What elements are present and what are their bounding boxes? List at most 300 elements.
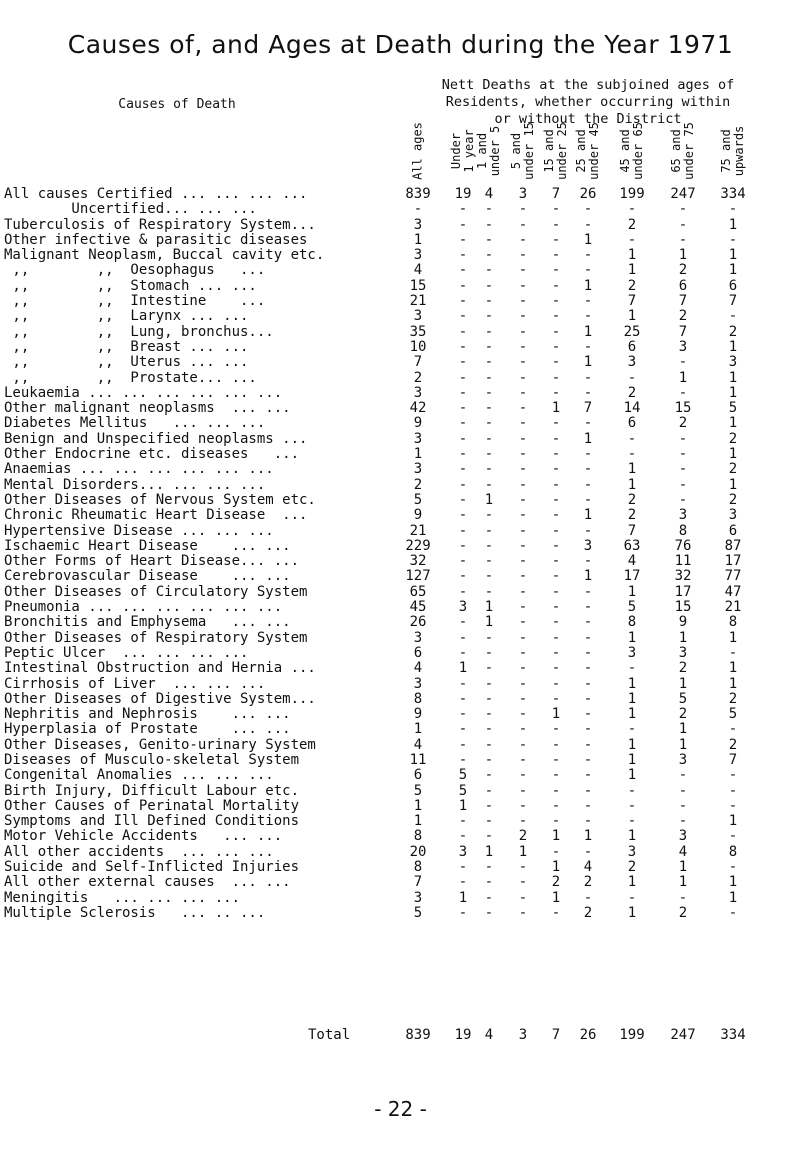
death-count-cell: - — [551, 614, 561, 631]
cause-label: Chronic Rheumatic Heart Disease ... — [4, 507, 308, 524]
death-count-cell: - — [551, 736, 561, 753]
death-count-cell: 11 — [409, 751, 427, 768]
death-count-cell: - — [583, 476, 593, 493]
death-count-cell: - — [627, 782, 637, 799]
death-count-cell: - — [458, 706, 468, 723]
death-count-cell: 1 — [678, 859, 688, 876]
death-count-cell: - — [458, 675, 468, 692]
death-count-cell: - — [484, 277, 494, 294]
death-count-cell: 4 — [678, 843, 688, 860]
cause-label: Cirrhosis of Liver ... ... ... — [4, 675, 266, 692]
death-count-cell: 1 — [678, 247, 688, 264]
death-count-cell: 3 — [413, 308, 423, 325]
death-count-cell: - — [518, 599, 528, 616]
death-count-cell: 3 — [678, 828, 688, 845]
death-count-cell: - — [678, 354, 688, 371]
death-count-cell: - — [583, 767, 593, 784]
death-count-cell: - — [678, 889, 688, 906]
death-count-cell: - — [458, 644, 468, 661]
death-count-cell: 1 — [551, 889, 561, 906]
death-count-cell: 35 — [409, 323, 427, 340]
cause-label: Other Forms of Heart Disease... ... — [4, 553, 300, 570]
cause-label: Other Diseases of Digestive System... — [4, 690, 316, 707]
death-count-cell: - — [583, 293, 593, 310]
death-count-cell: 1 — [678, 629, 688, 646]
death-count-cell: - — [728, 797, 738, 814]
death-count-cell: - — [583, 629, 593, 646]
death-count-cell: - — [583, 216, 593, 233]
death-count-cell: 3 — [583, 537, 593, 554]
death-count-cell: 2 — [728, 461, 738, 478]
death-count-cell: - — [551, 308, 561, 325]
death-count-cell: - — [551, 354, 561, 371]
death-count-cell: - — [458, 384, 468, 401]
death-count-cell: 1 — [627, 767, 637, 784]
cause-label: Pneumonia ... ... ... ... ... ... — [4, 599, 283, 616]
nett-heading-line-1: Nett Deaths at the subjoined ages of — [441, 77, 735, 93]
death-count-cell: - — [484, 767, 494, 784]
cause-label: Anaemias ... ... ... ... ... ... — [4, 461, 274, 478]
column-header — [510, 118, 536, 184]
death-count-cell: - — [484, 629, 494, 646]
death-count-cell: - — [484, 507, 494, 524]
death-count-cell: 5 — [413, 904, 423, 921]
death-count-cell: - — [458, 369, 468, 386]
total-cell: 4 — [484, 1027, 494, 1043]
death-count-cell: 334 — [720, 186, 746, 202]
death-count-cell: 1 — [627, 675, 637, 692]
death-count-cell: 1 — [413, 721, 423, 738]
death-count-cell: - — [484, 338, 494, 355]
death-count-cell: - — [551, 507, 561, 524]
death-count-cell: 3 — [728, 354, 738, 371]
death-count-cell: - — [728, 231, 738, 248]
death-count-cell: - — [583, 843, 593, 860]
death-count-cell: 1 — [583, 231, 593, 248]
death-count-cell: - — [583, 690, 593, 707]
death-count-cell: 7 — [583, 400, 593, 417]
death-count-cell: - — [518, 354, 528, 371]
death-count-cell: 76 — [674, 537, 692, 554]
death-count-cell: - — [518, 644, 528, 661]
death-count-cell: 8 — [678, 522, 688, 539]
death-count-cell: 1 — [728, 369, 738, 386]
death-count-cell: 7 — [627, 522, 637, 539]
death-count-cell: 1 — [728, 874, 738, 891]
death-count-cell: - — [583, 262, 593, 279]
death-count-cell: 2 — [678, 308, 688, 325]
death-count-cell: - — [551, 415, 561, 432]
death-count-cell: 8 — [413, 859, 423, 876]
death-count-cell: 1 — [551, 828, 561, 845]
table-row — [0, 569, 801, 584]
table-row — [0, 386, 801, 401]
death-count-cell: 26 — [579, 186, 597, 202]
death-count-cell: - — [518, 369, 528, 386]
death-count-cell: - — [518, 507, 528, 524]
column-header-label: 75 and upwards — [719, 125, 746, 177]
death-count-cell: 1 — [627, 751, 637, 768]
death-count-cell: - — [484, 553, 494, 570]
death-count-cell: - — [518, 323, 528, 340]
death-count-cell: - — [678, 767, 688, 784]
death-count-cell: 47 — [724, 583, 742, 600]
death-count-cell: - — [583, 675, 593, 692]
death-count-cell: - — [551, 599, 561, 616]
death-count-cell: - — [518, 384, 528, 401]
death-count-cell: - — [551, 216, 561, 233]
death-count-cell: 42 — [409, 400, 427, 417]
death-count-cell: 3 — [413, 675, 423, 692]
cause-label: Motor Vehicle Accidents ... ... — [4, 828, 283, 845]
death-count-cell: 9 — [413, 507, 423, 524]
column-header-label: 15 and under 25 — [542, 122, 569, 180]
death-count-cell: - — [458, 507, 468, 524]
death-count-cell: 1 — [678, 369, 688, 386]
death-count-cell: - — [551, 247, 561, 264]
table-row — [0, 187, 801, 202]
column-header-label: 5 and under 15 — [509, 122, 536, 180]
death-count-cell: 2 — [728, 323, 738, 340]
column-header — [543, 118, 569, 184]
death-count-cell: 2 — [728, 736, 738, 753]
death-count-cell: - — [484, 415, 494, 432]
death-count-cell: 1 — [413, 797, 423, 814]
death-count-cell: - — [484, 247, 494, 264]
death-count-cell: - — [484, 675, 494, 692]
table-row — [0, 554, 801, 569]
death-count-cell: - — [484, 706, 494, 723]
death-count-cell: - — [518, 813, 528, 830]
death-count-cell: - — [518, 461, 528, 478]
table-row — [0, 340, 801, 355]
table-row — [0, 845, 801, 860]
death-count-cell: - — [728, 308, 738, 325]
cause-label: Hypertensive Disease ... ... ... — [4, 522, 274, 539]
death-count-cell: 6 — [728, 522, 738, 539]
death-count-cell: 1 — [627, 874, 637, 891]
death-count-cell: - — [518, 614, 528, 631]
death-count-cell: - — [627, 797, 637, 814]
death-count-cell: 839 — [405, 186, 431, 202]
cause-label: Other Endocrine etc. diseases ... — [4, 446, 300, 463]
nett-heading-line-2: Residents, whether occurring within — [445, 94, 731, 110]
death-count-cell: 1 — [678, 721, 688, 738]
death-count-cell: - — [484, 568, 494, 585]
death-count-cell: 3 — [678, 507, 688, 524]
death-count-cell: 7 — [413, 354, 423, 371]
death-count-cell: - — [551, 782, 561, 799]
column-header-label: 45 and under 65 — [618, 122, 645, 180]
death-count-cell: - — [583, 338, 593, 355]
death-count-cell: - — [583, 706, 593, 723]
death-count-cell: - — [551, 843, 561, 860]
death-count-cell: 10 — [409, 338, 427, 355]
death-count-cell: - — [518, 660, 528, 677]
death-count-cell: 229 — [405, 537, 431, 554]
death-count-cell: 21 — [409, 522, 427, 539]
cause-label: Symptoms and Ill Defined Conditions — [4, 813, 300, 830]
death-count-cell: - — [518, 690, 528, 707]
death-count-cell: - — [484, 644, 494, 661]
death-count-cell: - — [484, 721, 494, 738]
death-count-cell: 6 — [413, 767, 423, 784]
table-row — [0, 891, 801, 906]
table-row — [0, 478, 801, 493]
table-row — [0, 631, 801, 646]
death-count-cell: 3 — [413, 216, 423, 233]
death-count-cell: - — [728, 767, 738, 784]
cause-label: Congenital Anomalies ... ... ... — [4, 767, 274, 784]
death-count-cell: 3 — [678, 751, 688, 768]
death-count-cell: - — [583, 583, 593, 600]
cause-label: Ischaemic Heart Disease ... ... — [4, 537, 291, 554]
death-count-cell: 20 — [409, 843, 427, 860]
death-count-cell: 7 — [728, 293, 738, 310]
death-count-cell: - — [551, 277, 561, 294]
death-count-cell: - — [551, 491, 561, 508]
death-count-cell: 6 — [728, 277, 738, 294]
cause-label: Other Diseases, Genito-urinary System — [4, 736, 316, 753]
table-row — [0, 508, 801, 523]
death-count-cell: 1 — [583, 277, 593, 294]
death-count-cell: - — [551, 262, 561, 279]
death-count-cell: - — [458, 201, 468, 218]
page-number: - 22 - — [374, 1097, 427, 1121]
death-count-cell: 1 — [518, 843, 528, 860]
table-row — [0, 294, 801, 309]
death-count-cell: - — [583, 201, 593, 218]
cause-label: ,, ,, Stomach ... ... — [4, 277, 257, 294]
death-count-cell: - — [583, 369, 593, 386]
death-count-cell: - — [484, 293, 494, 310]
death-count-cell: 3 — [678, 644, 688, 661]
death-count-cell: 15 — [674, 599, 692, 616]
death-count-cell: 7 — [551, 186, 561, 202]
death-count-cell: 1 — [484, 491, 494, 508]
cause-label: Intestinal Obstruction and Hernia ... — [4, 660, 316, 677]
table-row — [0, 829, 801, 844]
death-count-cell: - — [627, 721, 637, 738]
death-count-cell: 1 — [583, 828, 593, 845]
death-count-cell: - — [484, 308, 494, 325]
page-title: Causes of, and Ages at Death during the Year 1971 — [67, 30, 734, 59]
death-count-cell: 65 — [409, 583, 427, 600]
death-count-cell: 6 — [627, 338, 637, 355]
death-count-cell: - — [484, 751, 494, 768]
cause-label: All other external causes ... ... — [4, 874, 291, 891]
total-cell: 247 — [670, 1027, 696, 1043]
death-count-cell: 2 — [518, 828, 528, 845]
death-count-cell: - — [518, 338, 528, 355]
death-count-cell: - — [583, 522, 593, 539]
death-count-cell: - — [484, 476, 494, 493]
death-count-cell: - — [583, 889, 593, 906]
death-count-cell: 32 — [674, 568, 692, 585]
death-count-cell: 1 — [627, 904, 637, 921]
total-cell: 7 — [551, 1027, 561, 1043]
death-count-cell: 4 — [413, 660, 423, 677]
death-count-cell: 1 — [728, 384, 738, 401]
table-row — [0, 600, 801, 615]
death-count-cell: 2 — [678, 904, 688, 921]
death-count-cell: - — [583, 782, 593, 799]
death-count-cell: - — [551, 384, 561, 401]
death-count-cell: - — [458, 216, 468, 233]
death-count-cell: - — [627, 231, 637, 248]
death-count-cell: - — [518, 216, 528, 233]
death-count-cell: 1 — [583, 323, 593, 340]
death-count-cell: - — [518, 583, 528, 600]
death-count-cell: - — [627, 889, 637, 906]
death-count-cell: 7 — [627, 293, 637, 310]
death-count-cell: - — [458, 629, 468, 646]
death-count-cell: 1 — [627, 706, 637, 723]
death-count-cell: 2 — [413, 476, 423, 493]
death-count-cell: 2 — [678, 262, 688, 279]
death-count-cell: - — [583, 644, 593, 661]
death-count-cell: - — [518, 522, 528, 539]
death-count-cell: 1 — [728, 660, 738, 677]
cause-label: Bronchitis and Emphysema ... ... — [4, 614, 291, 631]
table-row — [0, 263, 801, 278]
total-cell: 3 — [518, 1027, 528, 1043]
death-count-cell: - — [583, 660, 593, 677]
death-count-cell: - — [583, 736, 593, 753]
death-count-cell: - — [518, 231, 528, 248]
table-row — [0, 493, 801, 508]
death-count-cell: 1 — [551, 706, 561, 723]
death-count-cell: 4 — [484, 186, 494, 202]
death-count-cell: - — [551, 797, 561, 814]
table-row — [0, 325, 801, 340]
death-count-cell: 1 — [627, 583, 637, 600]
death-count-cell: 17 — [674, 583, 692, 600]
death-count-cell: 6 — [627, 415, 637, 432]
death-count-cell: - — [583, 461, 593, 478]
column-header-label: 65 and under 75 — [669, 122, 696, 180]
death-count-cell: 199 — [619, 186, 645, 202]
death-count-cell: - — [484, 782, 494, 799]
death-count-cell: 3 — [678, 338, 688, 355]
death-count-cell: 2 — [627, 507, 637, 524]
death-count-cell: - — [518, 537, 528, 554]
death-count-cell: - — [518, 568, 528, 585]
cause-label: Diabetes Mellitus ... ... ... — [4, 415, 266, 432]
cause-label: ,, ,, Larynx ... ... — [4, 308, 249, 325]
death-count-cell: 5 — [458, 782, 468, 799]
table-row — [0, 218, 801, 233]
death-count-cell: 1 — [627, 476, 637, 493]
table-row — [0, 447, 801, 462]
death-count-cell: - — [678, 446, 688, 463]
death-count-cell: - — [484, 323, 494, 340]
death-count-cell: - — [551, 201, 561, 218]
death-count-cell: 8 — [728, 614, 738, 631]
cause-label: Other infective & parasitic diseases — [4, 231, 308, 248]
death-count-cell: - — [583, 553, 593, 570]
death-count-cell: 3 — [413, 430, 423, 447]
death-count-cell: 2 — [583, 874, 593, 891]
death-count-cell: - — [551, 660, 561, 677]
death-count-cell: 5 — [627, 599, 637, 616]
death-count-cell: 127 — [405, 568, 431, 585]
death-count-cell: 21 — [724, 599, 742, 616]
death-count-cell: - — [551, 813, 561, 830]
death-count-cell: 1 — [458, 889, 468, 906]
death-count-cell: 2 — [551, 874, 561, 891]
death-count-cell: 1 — [728, 476, 738, 493]
death-count-cell: - — [484, 874, 494, 891]
table-row — [0, 524, 801, 539]
table-row — [0, 202, 801, 217]
death-count-cell: - — [728, 859, 738, 876]
table-row — [0, 309, 801, 324]
death-count-cell: - — [458, 354, 468, 371]
death-count-cell: - — [583, 308, 593, 325]
death-count-cell: 1 — [627, 461, 637, 478]
total-cell: 199 — [619, 1027, 645, 1043]
death-count-cell: - — [458, 338, 468, 355]
death-count-cell: 3 — [627, 843, 637, 860]
death-count-cell: - — [551, 446, 561, 463]
death-count-cell: - — [458, 277, 468, 294]
death-count-cell: - — [583, 247, 593, 264]
table-row — [0, 753, 801, 768]
death-count-cell: - — [551, 583, 561, 600]
death-count-cell: - — [583, 614, 593, 631]
death-count-cell: - — [458, 690, 468, 707]
death-count-cell: - — [458, 262, 468, 279]
death-count-cell: 17 — [623, 568, 641, 585]
death-count-cell: - — [518, 400, 528, 417]
death-count-cell: 21 — [409, 293, 427, 310]
death-count-cell: - — [484, 262, 494, 279]
table-row — [0, 677, 801, 692]
column-header — [720, 118, 746, 184]
table-row — [0, 432, 801, 447]
death-count-cell: - — [518, 721, 528, 738]
death-count-cell: - — [484, 813, 494, 830]
death-count-cell: 4 — [413, 262, 423, 279]
death-count-cell: 15 — [674, 400, 692, 417]
death-count-cell: - — [484, 828, 494, 845]
death-count-cell: 3 — [458, 599, 468, 616]
death-count-cell: 8 — [413, 828, 423, 845]
death-count-cell: - — [458, 813, 468, 830]
death-count-cell: 5 — [413, 491, 423, 508]
total-cell: 334 — [720, 1027, 746, 1043]
death-count-cell: - — [678, 491, 688, 508]
death-count-cell: 4 — [583, 859, 593, 876]
death-count-cell: - — [484, 201, 494, 218]
death-count-cell: 3 — [458, 843, 468, 860]
death-count-cell: - — [518, 262, 528, 279]
death-count-cell: - — [728, 904, 738, 921]
death-count-cell: - — [413, 201, 423, 218]
death-count-cell: 8 — [728, 843, 738, 860]
death-count-cell: - — [518, 415, 528, 432]
death-count-cell: 1 — [627, 828, 637, 845]
death-count-cell: 19 — [454, 186, 472, 202]
death-count-cell: - — [518, 859, 528, 876]
death-count-cell: - — [678, 782, 688, 799]
cause-label: Leukaemia ... ... ... ... ... ... — [4, 384, 283, 401]
death-count-cell: 1 — [627, 690, 637, 707]
total-cell: 26 — [579, 1027, 597, 1043]
cause-label: Cerebrovascular Disease ... ... — [4, 568, 291, 585]
table-row — [0, 707, 801, 722]
